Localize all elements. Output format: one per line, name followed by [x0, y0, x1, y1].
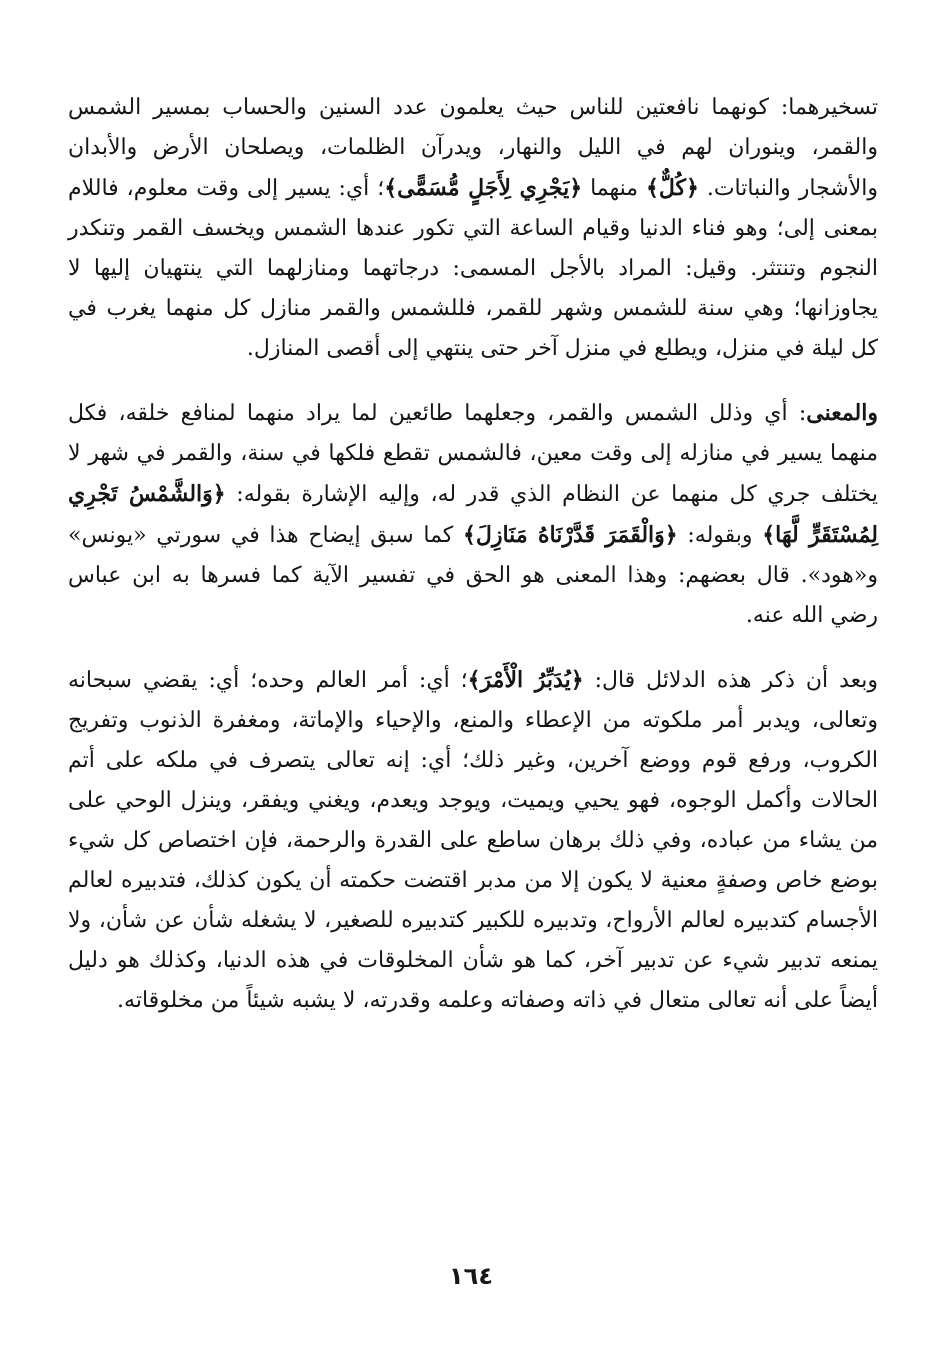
paragraph-2-text: وبقوله:: [677, 523, 763, 548]
paragraph-1-text: تسخيرهما: كونهما نافعتين للناس حيث يعلمون عدد السنين والحساب بمسير الشمس والقمر، وينوران لهم في الليل والنهار، ويدرآن الظلمات، ويصلحان الأرض والأبدان والأشجار والنباتات.: [68, 95, 878, 201]
page-body: [68, 88, 878, 1021]
page-number: ١٦٤: [449, 1262, 493, 1290]
paragraph-2-text: كما سبق إيضاح هذا في سورتي «يونس» و«هود». قال بعضهم: وهذا المعنى هو الحق في تفسير الآية كما فسرها به ابن عباس رضي الله عنه.: [68, 523, 878, 628]
quran-verse-yudabbiru-al-amr: ﴿يُدَبِّرُ الْأَمْرَ﴾: [467, 667, 584, 693]
paragraph-1-text: منهما: [582, 176, 646, 201]
paragraph-3: [68, 660, 878, 1021]
paragraph-1: [68, 88, 878, 369]
paragraph-3-text: وبعد أن ذكر هذه الدلائل قال:: [583, 668, 878, 693]
paragraph-2-lead-word: والمعنى: [806, 400, 878, 426]
paragraph-1-text: ؛ أي: يسير إلى وقت معلوم، فاللام بمعنى إلى؛ وهو فناء الدنيا وقيام الساعة التي تكور عندها الشمس ويخسف القمر وتنكدر النجوم وتنتثر. وقيل: المراد بالأجل المسمى: درجاتهما ومنازلهما التي ينتهيان إليها لا يجاوزانها؛ وهي سنة للشمس وشهر للقمر، فللشمس والقمر منازل كل منهما يغرب في كل ليلة في منزل، ويطلع في منزل آخر حتى ينتهي إلى أقصى المنازل.: [68, 176, 878, 361]
quran-verse-wal-qamara: ﴿وَالْقَمَرَ قَدَّرْنَاهُ مَنَازِلَ﴾: [462, 522, 678, 548]
paragraph-2: [68, 393, 878, 636]
quran-verse-yajri-li-ajal: ﴿يَجْرِي لِأَجَلٍ مُّسَمًّى﴾: [384, 175, 583, 201]
quran-verse-kullun: ﴿كُلٌّ﴾: [646, 175, 699, 201]
quran-verse-wash-shamsu: ﴿وَالشَّمْسُ تَجْرِي لِمُسْتَقَرٍّ لَّهَا﴾: [68, 481, 879, 548]
paragraph-3-text: ؛ أي: أمر العالم وحده؛ أي: يقضي سبحانه وتعالى، ويدبر أمر ملكوته من الإعطاء والمنع، والإحياء والإماتة، ومغفرة الذنوب وتفريج الكروب، ورفع قوم ووضع آخرين، وغير ذلك؛ أي: إنه تعالى يتصرف في ملكه على أتم الحالات وأكمل الوجوه، فهو يحيي ويميت، ويوجد ويعدم، ويغني ويفقر، وينزل الوحي على من يشاء من عباده، وفي ذلك برهان ساطع على القدرة والرحمة، فإن اختصاص كل شيء بوضع خاص وصفةٍ معنية لا يكون إلا من مدبر اقتضت حكمته أن يكون كذلك، فتدبيره لعالم الأجسام كتدبيره لعالم الأرواح، وتدبيره للكبير كتدبيره للصغير، لا يشغله شأن عن شأن، ولا يمنعه تدبير شيء عن تدبير آخر، كما هو شأن المخلوقات في هذه الدنيا، وكذلك هو دليل أيضاً على أنه تعالى متعال في ذاته وصفاته وعلمه وقدرته، لا يشبه شيئاً من مخلوقاته.: [68, 668, 878, 1013]
paragraph-2-text: : أي وذلل الشمس والقمر، وجعلهما طائعين لما يراد منهما لمنافع خلقه، فكل منهما يسير في منازله إلى وقت معين، فالشمس تقطع فلكها في سنة، والقمر في شهر لا يختلف جري كل منهما عن النظام الذي قدر له، وإليه الإشارة بقوله:: [68, 401, 878, 507]
